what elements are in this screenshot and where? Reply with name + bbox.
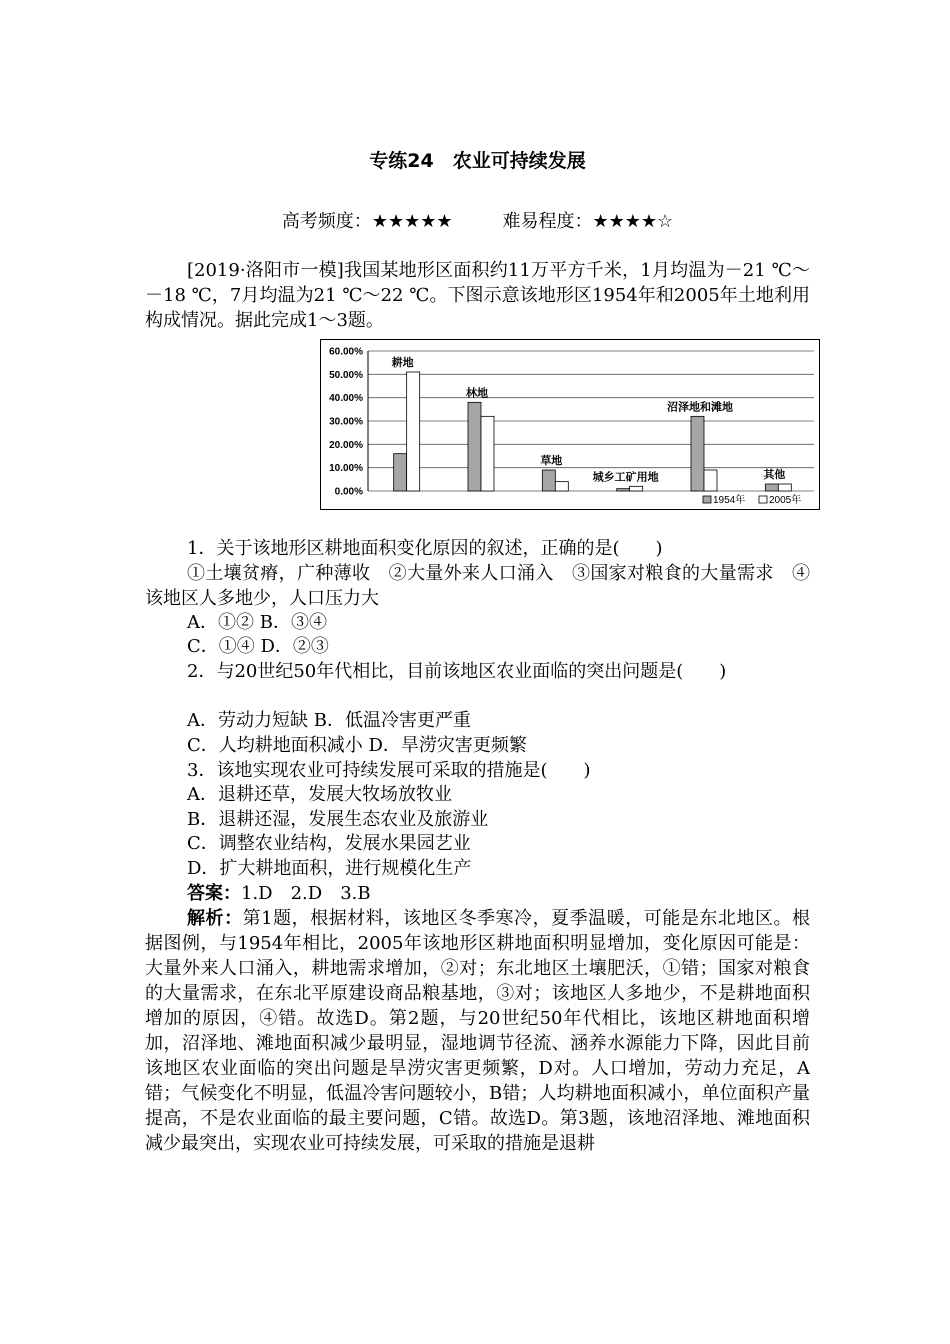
answer-text: 1.D 2.D 3.B <box>241 883 371 904</box>
answer-label: 答案： <box>187 883 241 904</box>
category-label: 城乡工矿用地 <box>592 471 659 484</box>
bar-1954 <box>617 489 630 491</box>
legend-swatch <box>703 496 711 503</box>
q1-statements: ①土壤贫瘠，广种薄收 ②大量外来人口涌入 ③国家对粮食的大量需求 ④该地区人多地少，人口压力大 <box>145 563 810 609</box>
bar-1954 <box>542 470 555 491</box>
category-label: 沼泽地和滩地 <box>666 401 733 414</box>
bar-1954 <box>691 416 704 491</box>
answer-line <box>187 881 852 906</box>
analysis-paragraph <box>145 906 810 1156</box>
category-label: 耕地 <box>391 357 414 369</box>
analysis-text: 第1题，根据材料，该地区冬季寒冷，夏季温暖，可能是东北地区。根据图例，与1954年相比，2005年该地形区耕地面积明显增加，变化原因可能是：大量外来人口涌入，耕地需求增加，②对；东北地区土壤肥沃，①错；国家对粮食的大量需求，在东北平原建设商品粮基地，③对；该地区人多地少，不是耕地面积增加的原因，④错。故选D。第2题，与20世纪50年代相比，该地区耕地面积增加，沼泽地、滩地面积减少最明显，湿地调节径流、涵养水源能力下降，因此目前该地区农业面临的突出问题是旱涝灾害更频繁，D对。人口增加，劳动力充足，A错；气候变化不明显，低温冷害问题较小，B错；人均耕地面积减小，单位面积产量提高，不是农业面临的最主要问题，C错。故选D。第3题，该地沼泽地、滩地面积减少最突出，实现农业可持续发展，可采取的措施是退耕 <box>145 908 811 1154</box>
intro-paragraph: [2019·洛阳市一模]我国某地形区面积约11万平方千米，1月均温为－21 ℃～－18 ℃，7月均温为21 ℃～22 ℃。下图示意该地形区1954年和2005年土地利用构成情况。据此完成1～3题。 <box>145 260 810 331</box>
q3-stem: 3．该地实现农业可持续发展可采取的措施是( ) <box>187 760 591 781</box>
y-tick-label: 0.00% <box>334 486 363 498</box>
q3-option-c: C．调整农业结构，发展水果园艺业 <box>187 833 471 854</box>
q3-option-d: D．扩大耕地面积，进行规模化生产 <box>187 858 472 879</box>
y-tick-label: 40.00% <box>329 393 363 405</box>
y-tick-label: 60.00% <box>329 346 363 358</box>
q3-option-b: B．退耕还湿，发展生态农业及旅游业 <box>187 809 489 830</box>
bar-2005 <box>704 470 717 491</box>
bar-1954 <box>765 484 778 491</box>
q1-options-ab: A．①② B．③④ <box>187 612 327 633</box>
q2-options-cd: C．人均耕地面积减小 D．旱涝灾害更频繁 <box>187 735 527 756</box>
q1-stem: 1．关于该地形区耕地面积变化原因的叙述，正确的是( ) <box>187 538 663 559</box>
y-tick-label: 50.00% <box>329 369 363 381</box>
land-use-chart <box>320 339 820 510</box>
legend-label: 2005年 <box>769 495 802 506</box>
difficulty-label: 难易程度： <box>502 211 593 232</box>
bar-2005 <box>630 486 643 491</box>
bar-1954 <box>394 454 407 491</box>
y-tick-label: 20.00% <box>329 439 363 451</box>
bar-2005 <box>481 416 494 491</box>
bar-2005 <box>778 484 791 491</box>
frequency-stars: ★★★★★ <box>371 211 453 232</box>
q1-options-cd: C．①④ D．②③ <box>187 636 329 657</box>
q2-stem: 2．与20世纪50年代相比，目前该地区农业面临的突出问题是( ) <box>187 661 727 682</box>
frequency-label: 高考频度： <box>281 211 372 232</box>
legend-label: 1954年 <box>713 495 746 506</box>
q2-options-ab: A．劳动力短缺 B．低温冷害更严重 <box>187 710 471 731</box>
analysis-label: 解析： <box>187 908 243 929</box>
bar-1954 <box>468 402 481 491</box>
category-label: 林地 <box>465 387 488 400</box>
category-label: 草地 <box>540 455 563 467</box>
bar-2005 <box>407 372 420 491</box>
y-tick-label: 30.00% <box>329 416 363 428</box>
category-label: 其他 <box>763 469 786 481</box>
bar-2005 <box>555 482 568 491</box>
y-tick-label: 10.00% <box>329 463 363 475</box>
page-title: 专练24 农业可持续发展 <box>369 150 586 172</box>
legend-swatch <box>759 496 767 503</box>
q3-option-a: A．退耕还草，发展大牧场放牧业 <box>187 784 452 805</box>
meta-line <box>145 207 810 233</box>
difficulty-stars: ★★★★☆ <box>592 211 674 232</box>
